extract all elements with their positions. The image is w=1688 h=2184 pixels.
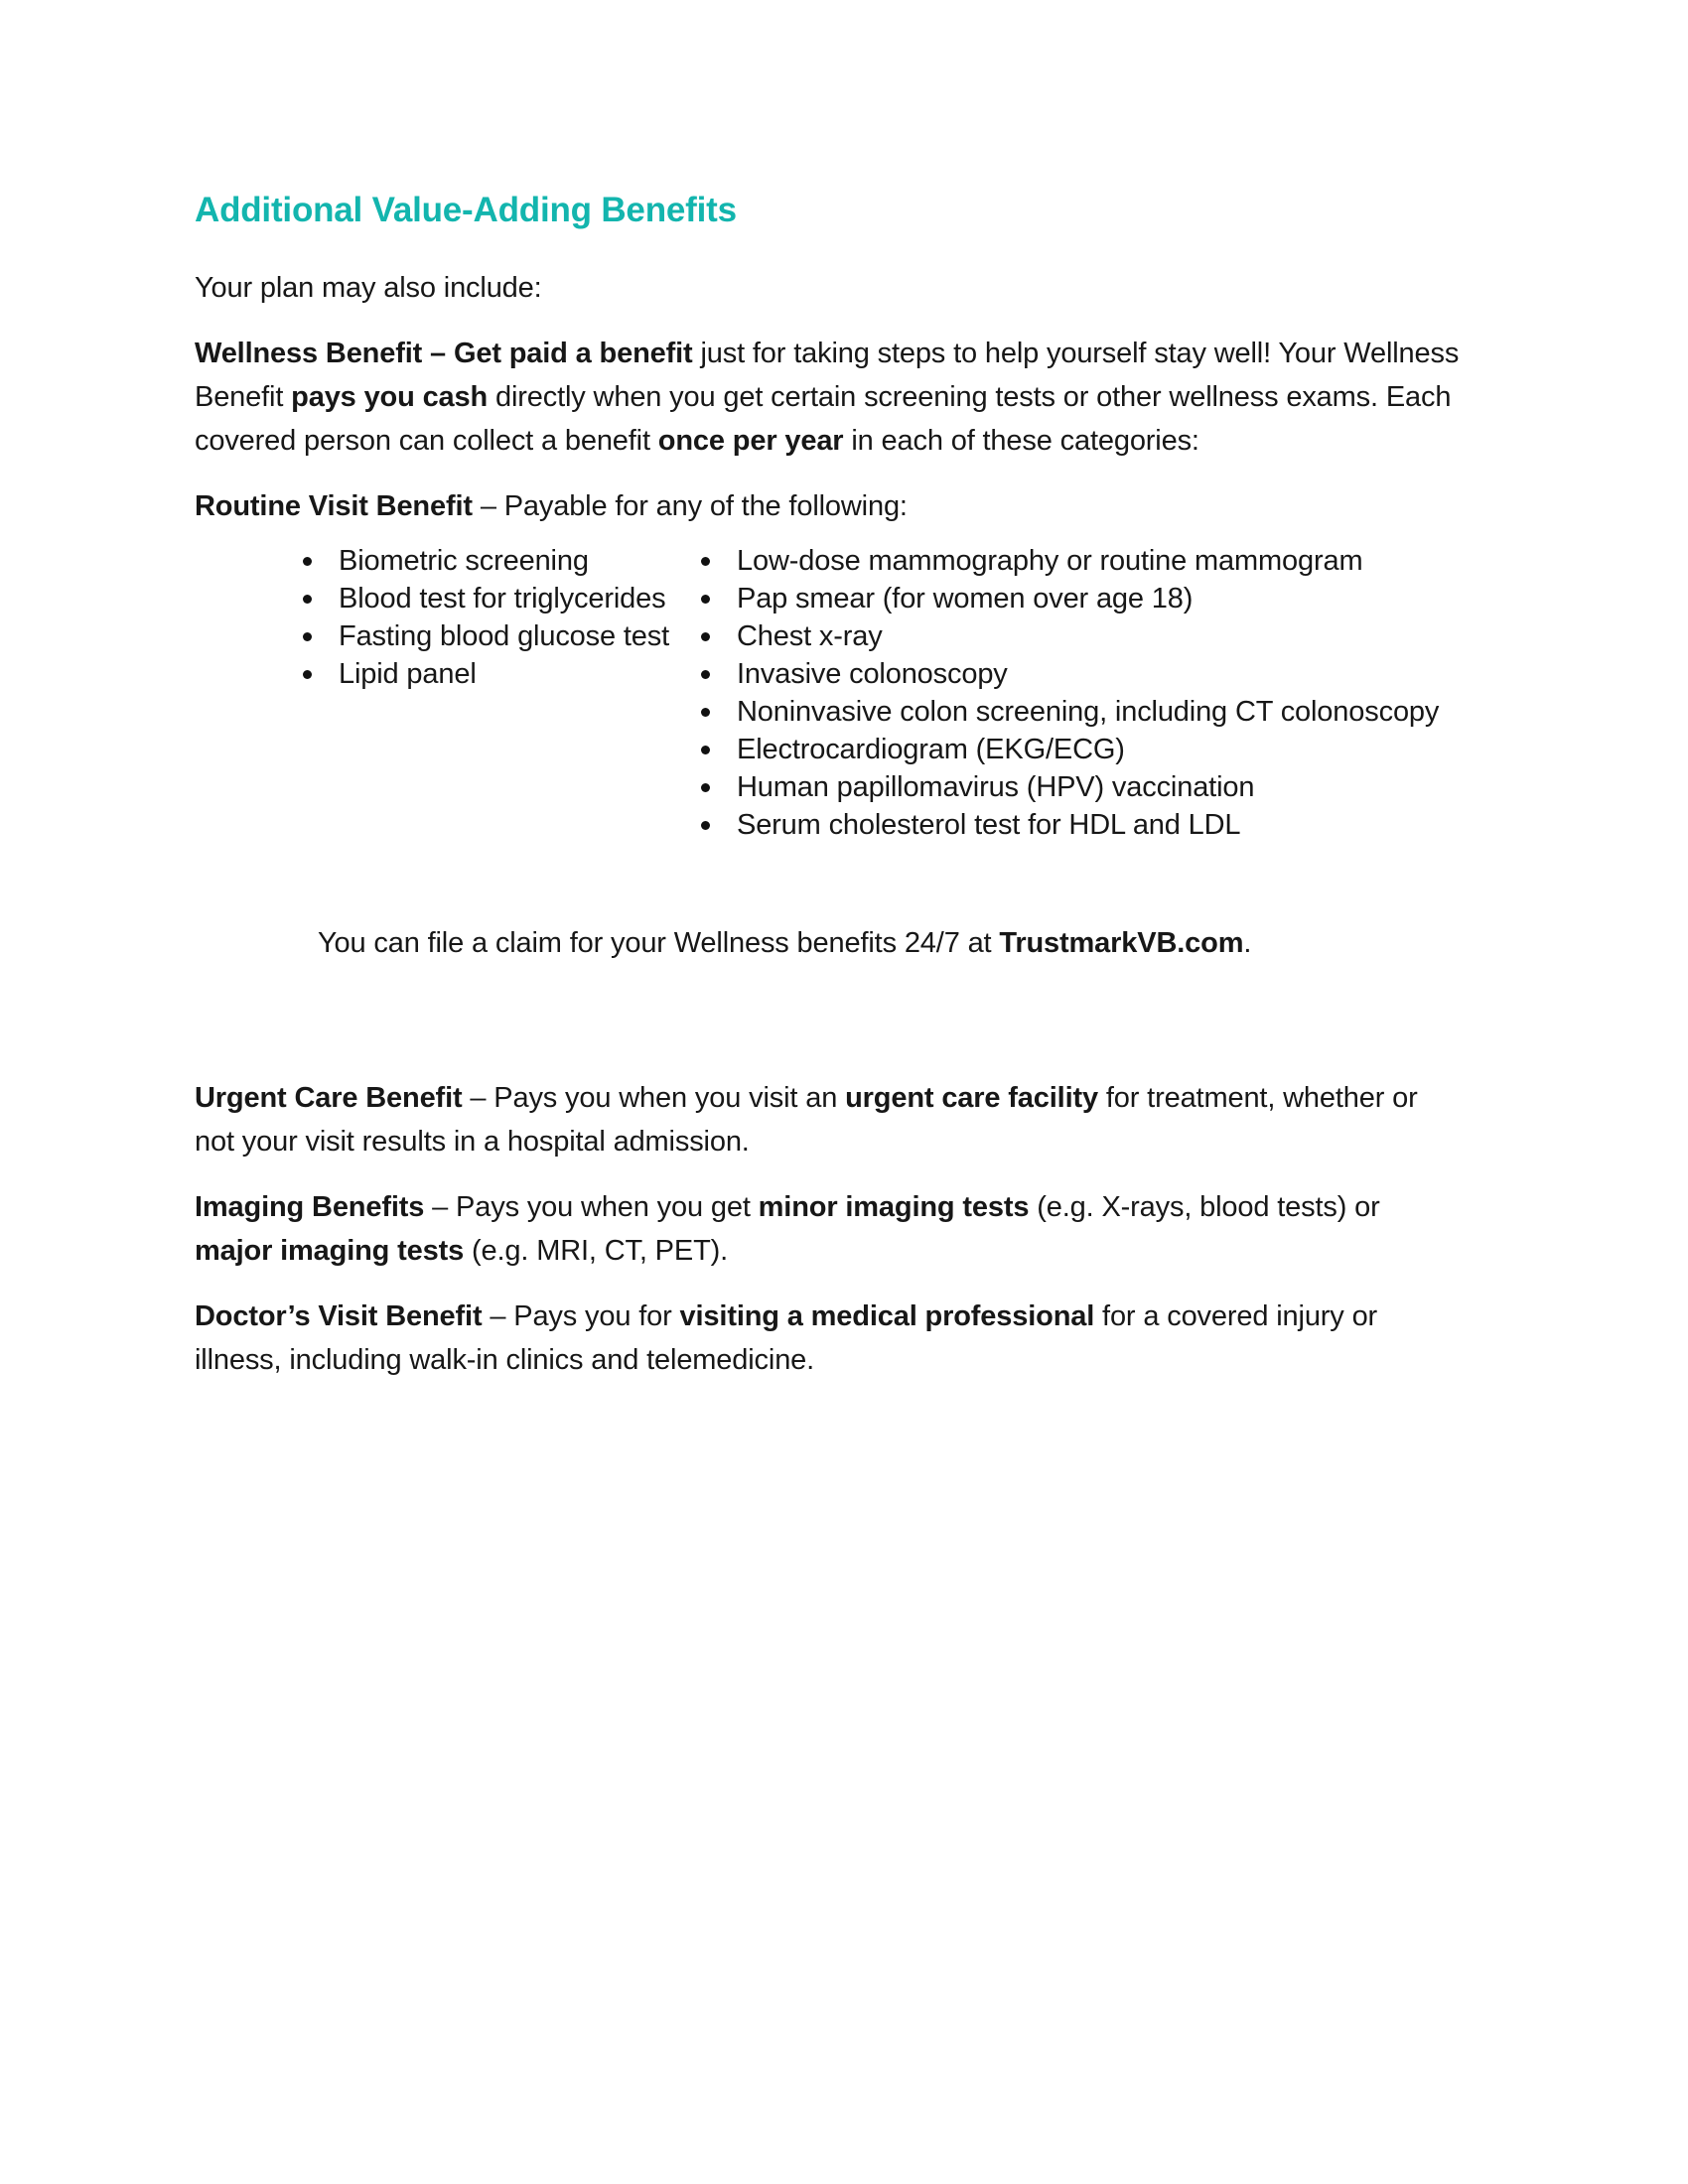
list-item <box>691 542 1464 580</box>
imaging-bold-1: minor imaging tests <box>758 1191 1030 1223</box>
doctors-visit-bold-1: visiting a medical professional <box>679 1300 1095 1332</box>
spacer <box>195 310 1464 332</box>
claim-filing-line <box>195 921 1464 965</box>
bullet-dot-icon <box>303 595 312 604</box>
wellness-benefit-bold-lead: Get paid a benefit <box>453 338 693 369</box>
bullet-dot-icon <box>701 708 710 717</box>
wellness-benefit-text-1: just for taking steps to help yourself stay well! Your Wellness Benefit <box>195 338 1460 413</box>
wellness-benefit-bold-2: pays you cash <box>291 381 489 413</box>
urgent-care-text-2: for treatment, whether or not your visit results in a hospital admission. <box>195 1082 1418 1158</box>
wellness-benefit-bold-3: once per year <box>657 425 844 457</box>
doctors-visit-text-1: – Pays you for <box>482 1300 680 1332</box>
urgent-care-bold-1: urgent care facility <box>845 1082 1098 1114</box>
imaging-benefits-paragraph <box>195 1185 1464 1273</box>
list-item <box>293 580 691 617</box>
list-item <box>691 731 1464 768</box>
list-item <box>691 580 1464 617</box>
imaging-benefits-term: Imaging Benefits <box>195 1191 425 1223</box>
spacer <box>195 232 1464 266</box>
document-content <box>195 189 1464 1382</box>
routine-visit-bullet-block <box>195 542 1464 844</box>
list-item-label: Blood test for triglycerides <box>339 583 666 614</box>
wellness-benefit-term: Wellness Benefit <box>195 338 423 369</box>
urgent-care-benefit-paragraph <box>195 1076 1464 1163</box>
routine-visit-benefit-rest: – Payable for any of the following: <box>472 490 908 522</box>
list-item <box>293 655 691 693</box>
urgent-care-text-1: – Pays you when you visit an <box>462 1082 846 1114</box>
list-item-label: Noninvasive colon screening, including CT colonoscopy <box>737 696 1440 728</box>
additional-benefits-block <box>195 1076 1464 1382</box>
list-item <box>293 542 691 580</box>
wellness-benefit-paragraph <box>195 332 1464 463</box>
routine-visit-benefit-line <box>195 484 1464 528</box>
bullet-list-left <box>293 542 691 693</box>
spacer <box>195 1273 1464 1295</box>
trustmark-website-label[interactable]: TrustmarkVB.com <box>999 927 1244 959</box>
bullet-dot-icon <box>701 670 710 679</box>
bullet-dot-icon <box>701 632 710 641</box>
wellness-benefit-text-3: in each of these categories: <box>843 425 1199 457</box>
list-item-label: Serum cholesterol test for HDL and LDL <box>737 809 1241 841</box>
list-item <box>691 617 1464 655</box>
bullet-dot-icon <box>701 557 710 566</box>
list-item-label: Low-dose mammography or routine mammogram <box>737 545 1363 577</box>
doctors-visit-benefit-term: Doctor’s Visit Benefit <box>195 1300 483 1332</box>
bullet-dot-icon <box>303 670 312 679</box>
list-item-label: Human papillomavirus (HPV) vaccination <box>737 771 1255 803</box>
bullet-dot-icon <box>701 746 710 754</box>
routine-visit-benefit-term: Routine Visit Benefit <box>195 490 473 522</box>
spacer <box>195 1163 1464 1185</box>
urgent-care-benefit-term: Urgent Care Benefit <box>195 1082 463 1114</box>
bullet-dot-icon <box>701 595 710 604</box>
wellness-benefit-dash: – <box>422 338 454 369</box>
list-item-label: Lipid panel <box>339 658 477 690</box>
claim-text-1: You can file a claim for your Wellness benefits 24/7 at <box>318 927 1000 959</box>
list-item <box>691 806 1464 844</box>
intro-paragraph: Your plan may also include: <box>195 272 542 304</box>
doctors-visit-text-2: for a covered injury or illness, including walk-in clinics and telemedicine. <box>195 1300 1378 1376</box>
imaging-bold-2: major imaging tests <box>195 1235 465 1267</box>
bullet-dot-icon <box>303 632 312 641</box>
bullet-dot-icon <box>303 557 312 566</box>
list-item <box>293 617 691 655</box>
list-item-label: Chest x-ray <box>737 620 883 652</box>
claim-text-2: . <box>1243 927 1252 959</box>
bullet-column-left <box>195 542 691 693</box>
list-item-label: Electrocardiogram (EKG/ECG) <box>737 734 1125 765</box>
bullet-column-right <box>691 542 1464 844</box>
bullet-dot-icon <box>701 783 710 792</box>
wellness-benefit-text-2: directly when you get certain screening tests or other wellness exams. Each covered person can collect a benefit <box>195 381 1452 457</box>
list-item <box>691 768 1464 806</box>
list-item-label: Fasting blood glucose test <box>339 620 670 652</box>
bullet-dot-icon <box>701 821 710 830</box>
list-item <box>691 655 1464 693</box>
imaging-text-2: (e.g. X-rays, blood tests) or <box>1029 1191 1380 1223</box>
spacer <box>195 463 1464 484</box>
list-item-label: Pap smear (for women over age 18) <box>737 583 1194 614</box>
list-item <box>691 693 1464 731</box>
imaging-text-1: – Pays you when you get <box>424 1191 759 1223</box>
imaging-text-3: (e.g. MRI, CT, PET). <box>464 1235 729 1267</box>
list-item-label: Invasive colonoscopy <box>737 658 1008 690</box>
doctors-visit-benefit-paragraph <box>195 1295 1464 1382</box>
page-title: Additional Value-Adding Benefits <box>195 191 737 229</box>
list-item-label: Biometric screening <box>339 545 589 577</box>
bullet-list-right <box>691 542 1464 844</box>
